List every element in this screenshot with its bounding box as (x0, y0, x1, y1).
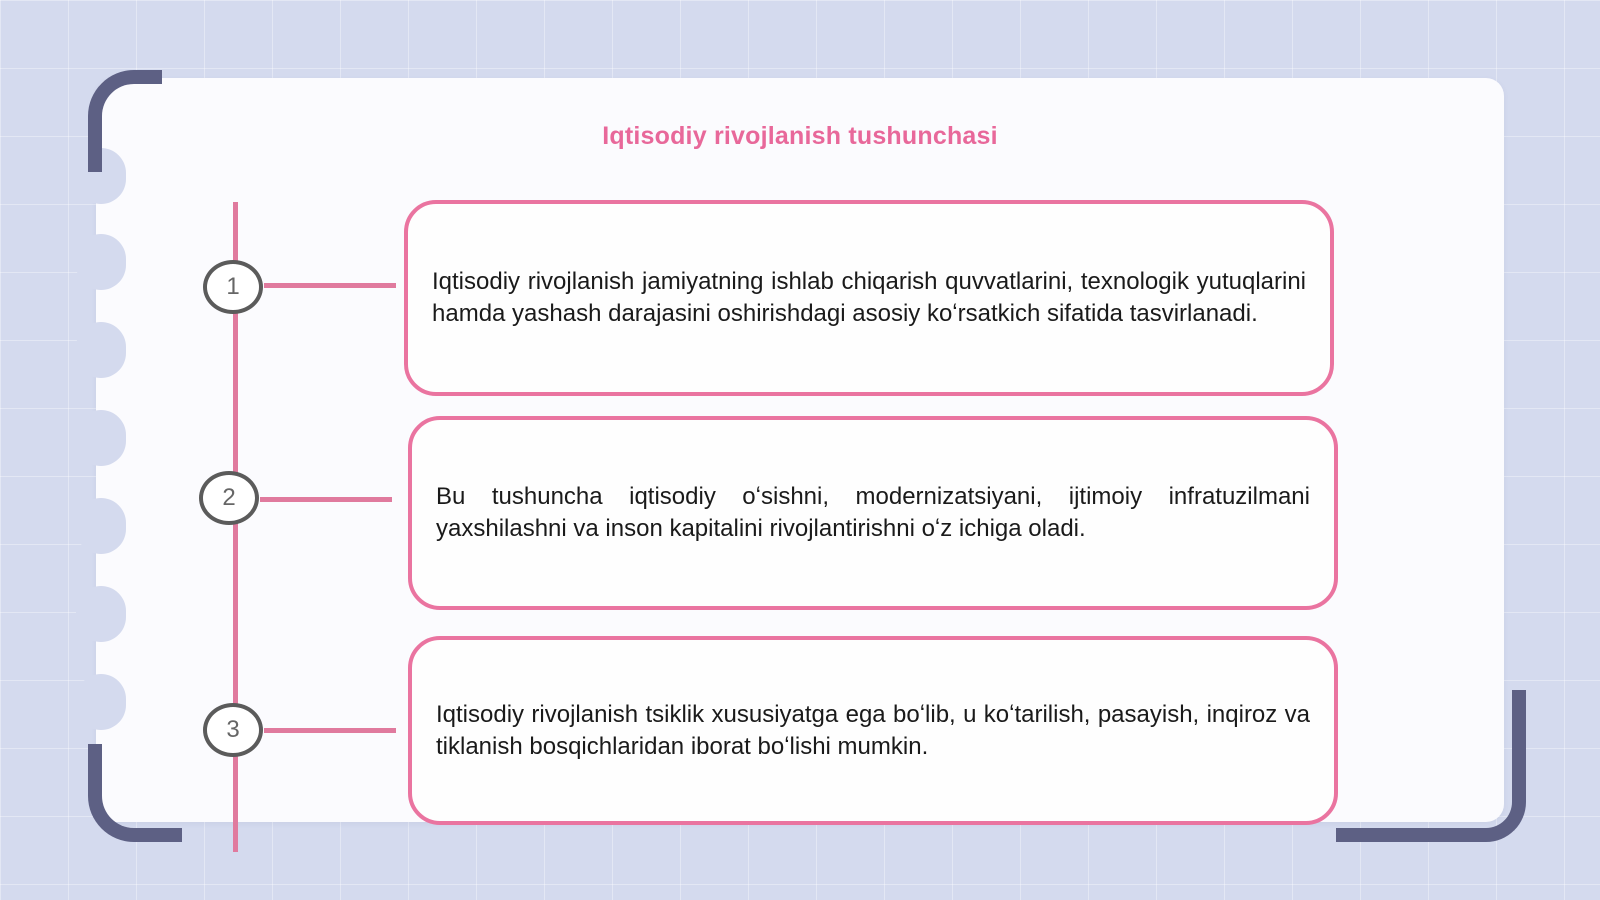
paper-notch (76, 410, 126, 466)
text-box-2-content: Bu tushuncha iqtisodiy oʻsishni, modernizatsiyani, ijtimoiy infratuzilmani yaxshilashni va inson kapitalini rivojlantirishni oʻz ichiga oladi. (436, 483, 1310, 542)
connector-2 (260, 497, 392, 502)
text-box-1-content: Iqtisodiy rivojlanish jamiyatning ishlab chiqarish quvvatlarini, texnologik yutuqlarini hamda yashash darajasini oshirishdagi asosiy koʻrsatkich sifatida tasvirlanadi. (432, 268, 1306, 327)
text-box-1 (404, 200, 1334, 396)
corner-bracket-bottom-right (1336, 690, 1526, 842)
connector-3 (264, 728, 396, 733)
slide-title: Iqtisodiy rivojlanish tushunchasi (602, 122, 998, 150)
step-number-3: 3 (203, 703, 263, 757)
paper-notch (76, 322, 126, 378)
paper-notch (76, 234, 126, 290)
connector-1 (264, 283, 396, 288)
corner-bracket-bottom-left (88, 744, 182, 842)
text-box-2 (408, 416, 1338, 610)
text-box-3 (408, 636, 1338, 825)
step-number-1: 1 (203, 260, 263, 314)
text-box-3-content: Iqtisodiy rivojlanish tsiklik xususiyatga ega boʻlib, u koʻtarilish, pasayish, inqiroz va tiklanish bosqichlaridan iborat boʻlishi mumkin. (436, 700, 1310, 760)
corner-bracket-top-left (88, 70, 162, 172)
paper-notch (76, 674, 126, 730)
paper-notch (76, 498, 126, 554)
paper-notch (76, 586, 126, 642)
step-number-2: 2 (199, 471, 259, 525)
